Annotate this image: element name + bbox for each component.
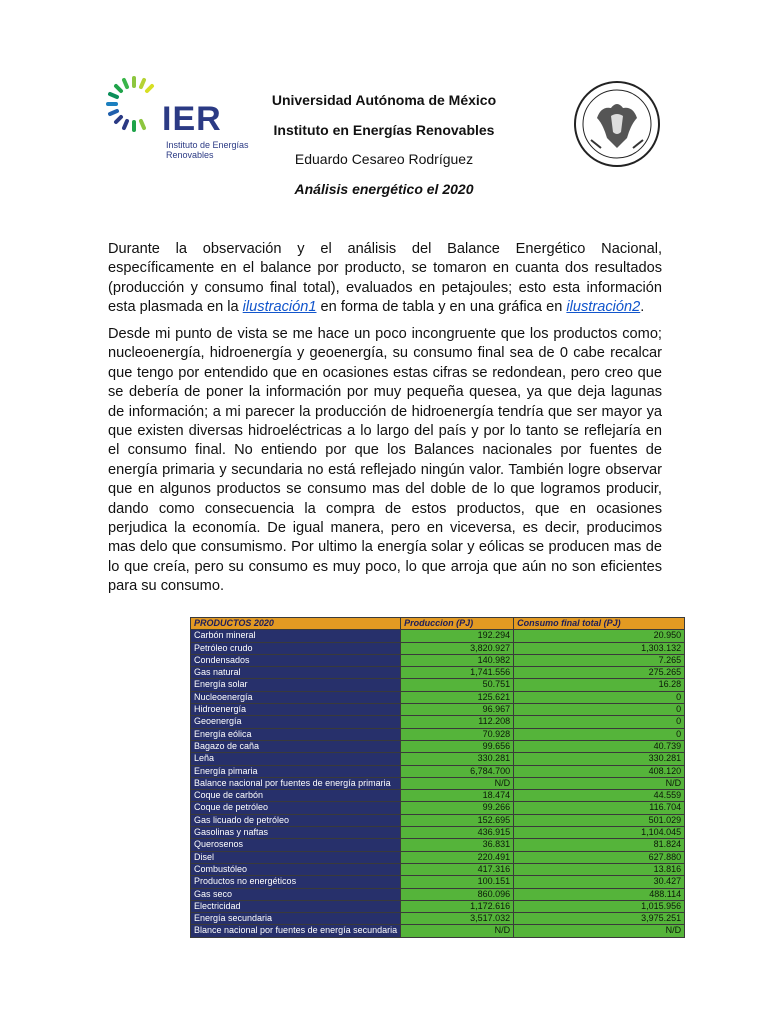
- table-row: [191, 913, 685, 925]
- consumption-value-cell: 1,104.045: [514, 827, 685, 839]
- product-name-cell: Gas licuado de petróleo: [191, 814, 401, 826]
- production-value-cell: 99.266: [401, 802, 514, 814]
- production-value-cell: 3,820.927: [401, 642, 514, 654]
- table-row: [191, 716, 685, 728]
- production-value-cell: 18.474: [401, 790, 514, 802]
- consumption-value-cell: 81.824: [514, 839, 685, 851]
- production-value-cell: 99.656: [401, 740, 514, 752]
- table-header-row: [191, 618, 685, 630]
- consumption-value-cell: 3,975.251: [514, 913, 685, 925]
- production-value-cell: 192.294: [401, 630, 514, 642]
- table-row: [191, 888, 685, 900]
- table-row: [191, 765, 685, 777]
- table-row: [191, 790, 685, 802]
- production-value-cell: 417.316: [401, 863, 514, 875]
- ier-sunburst-icon: [102, 72, 166, 136]
- product-name-cell: Blance nacional por fuentes de energía secundaria: [191, 925, 401, 937]
- consumption-value-cell: 116.704: [514, 802, 685, 814]
- product-name-cell: Energía pimaria: [191, 765, 401, 777]
- consumption-value-cell: 1,015.956: [514, 900, 685, 912]
- table-row: [191, 851, 685, 863]
- table-row: [191, 925, 685, 937]
- production-value-cell: 436.915: [401, 827, 514, 839]
- consumption-value-cell: N/D: [514, 925, 685, 937]
- ier-logo-subtitle: Instituto de Energías Renovables: [166, 140, 249, 160]
- table-row: [191, 900, 685, 912]
- product-name-cell: Geoenergía: [191, 716, 401, 728]
- production-value-cell: 50.751: [401, 679, 514, 691]
- production-value-cell: 330.281: [401, 753, 514, 765]
- table-row: [191, 876, 685, 888]
- unam-seal-icon: [571, 78, 663, 170]
- table-body: [191, 630, 685, 937]
- ilustracion1-link[interactable]: ilustración1: [242, 299, 317, 316]
- consumption-value-cell: 0: [514, 728, 685, 740]
- product-name-cell: Gas seco: [191, 888, 401, 900]
- consumption-value-cell: 13.816: [514, 863, 685, 875]
- paragraph-2: Desde mi punto de vista se me hace un poco incongruente que los productos como; nucleoenergía, hidroenergía y geoenergía, su consumo final sea de 0 cabe recalcar que tengo por entendido que en ocasiones estas cifras se redondean, pero creo que se debería de poner la información por muy pequeña quesea, ya que deja lagunas de información; a mi parecer la producción de hidroenergía tendría que ser mayor ya que existen diversas hidroeléctricas a lo largo del país y por lo tanto se reflejaría en el consumo final. No entiendo por que los Balances nacionales por fuentes de energía primaria y secundaria no está reflejado ningún valor. También logre observar que en algunos productos se consumo mas del doble de lo que logramos producir, dando como consecuencia la compra de estos productos, que en ocasiones perjudica la economía. De igual manera, pero en viceversa, es decir, producimos mas delo que consumismo. Por ultimo la energía solar y eólicas se producen mas de lo que creía, pero su consumo es muy poco, lo que arroja que aún no son eficientes para su consumo.: [108, 326, 662, 595]
- consumption-value-cell: 0: [514, 716, 685, 728]
- paragraph-1-text-a: Durante la observación y el análisis del Balance Energético Nacional, específicamente en el balance por producto, se tomaron en cuanta dos resultados (producción y consumo final total), evaluados en petajoules; esto esta información esta plasmada en la: [108, 241, 662, 316]
- production-value-cell: 1,741.556: [401, 667, 514, 679]
- paragraph-1-text-c: .: [640, 299, 645, 316]
- production-value-cell: 860.096: [401, 888, 514, 900]
- production-value-cell: 125.621: [401, 691, 514, 703]
- product-name-cell: Leña: [191, 753, 401, 765]
- document-title: Análisis energético el 2020: [294, 181, 474, 197]
- ilustracion2-link[interactable]: ilustración2: [566, 299, 641, 316]
- product-name-cell: Querosenos: [191, 839, 401, 851]
- table-row: [191, 827, 685, 839]
- production-value-cell: 1,172.616: [401, 900, 514, 912]
- consumption-value-cell: 408.120: [514, 765, 685, 777]
- table-row: [191, 630, 685, 642]
- header-consumption: Consumo final total (PJ): [514, 618, 685, 630]
- product-name-cell: Combustóleo: [191, 863, 401, 875]
- consumption-value-cell: 30.427: [514, 876, 685, 888]
- table-row: [191, 814, 685, 826]
- production-value-cell: 70.928: [401, 728, 514, 740]
- product-name-cell: Carbón mineral: [191, 630, 401, 642]
- university-name: Universidad Autónoma de México: [271, 92, 497, 108]
- consumption-value-cell: 501.029: [514, 814, 685, 826]
- table-row: [191, 753, 685, 765]
- consumption-value-cell: 275.265: [514, 667, 685, 679]
- product-name-cell: Coque de carbón: [191, 790, 401, 802]
- product-name-cell: Balance nacional por fuentes de energía primaria: [191, 777, 401, 789]
- product-name-cell: Petróleo crudo: [191, 642, 401, 654]
- consumption-value-cell: 44.559: [514, 790, 685, 802]
- header-production: Produccion (PJ): [401, 618, 514, 630]
- production-value-cell: 36.831: [401, 839, 514, 851]
- table-row: [191, 654, 685, 666]
- table-row: [191, 740, 685, 752]
- product-name-cell: Energía secundaria: [191, 913, 401, 925]
- production-value-cell: N/D: [401, 925, 514, 937]
- table-row: [191, 642, 685, 654]
- production-value-cell: 112.208: [401, 716, 514, 728]
- ier-logo: [102, 72, 252, 168]
- consumption-value-cell: 1,303.132: [514, 642, 685, 654]
- product-name-cell: Condensados: [191, 654, 401, 666]
- production-value-cell: 96.967: [401, 704, 514, 716]
- author-name: Eduardo Cesareo Rodríguez: [294, 151, 474, 167]
- ier-logo-text: IER: [162, 100, 222, 138]
- table-row: [191, 704, 685, 716]
- energy-products-table: [190, 617, 685, 938]
- production-value-cell: 220.491: [401, 851, 514, 863]
- table-row: [191, 777, 685, 789]
- consumption-value-cell: N/D: [514, 777, 685, 789]
- product-name-cell: Bagazo de caña: [191, 740, 401, 752]
- consumption-value-cell: 16.28: [514, 679, 685, 691]
- production-value-cell: 140.982: [401, 654, 514, 666]
- consumption-value-cell: 7.265: [514, 654, 685, 666]
- production-value-cell: 100.151: [401, 876, 514, 888]
- paragraph-1-text-b: en forma de tabla y en una gráfica en: [316, 299, 567, 316]
- header-products: PRODUCTOS 2020: [191, 618, 401, 630]
- production-value-cell: 6,784.700: [401, 765, 514, 777]
- product-name-cell: Disel: [191, 851, 401, 863]
- table-row: [191, 691, 685, 703]
- product-name-cell: Gasolinas y naftas: [191, 827, 401, 839]
- consumption-value-cell: 627.880: [514, 851, 685, 863]
- product-name-cell: Nucleoenergía: [191, 691, 401, 703]
- table-row: [191, 863, 685, 875]
- consumption-value-cell: 0: [514, 691, 685, 703]
- table-row: [191, 802, 685, 814]
- product-name-cell: Energía eólica: [191, 728, 401, 740]
- product-name-cell: Gas natural: [191, 667, 401, 679]
- product-name-cell: Hidroenergía: [191, 704, 401, 716]
- production-value-cell: 3,517.032: [401, 913, 514, 925]
- table-row: [191, 728, 685, 740]
- product-name-cell: Coque de petróleo: [191, 802, 401, 814]
- table-row: [191, 679, 685, 691]
- product-name-cell: Productos no energéticos: [191, 876, 401, 888]
- paragraph-1: [108, 240, 662, 318]
- consumption-value-cell: 330.281: [514, 753, 685, 765]
- institute-name: Instituto en Energías Renovables: [273, 122, 495, 138]
- consumption-value-cell: 488.114: [514, 888, 685, 900]
- production-value-cell: 152.695: [401, 814, 514, 826]
- product-name-cell: Electricidad: [191, 900, 401, 912]
- consumption-value-cell: 20.950: [514, 630, 685, 642]
- table-row: [191, 839, 685, 851]
- consumption-value-cell: 0: [514, 704, 685, 716]
- consumption-value-cell: 40.739: [514, 740, 685, 752]
- product-name-cell: Energía solar: [191, 679, 401, 691]
- production-value-cell: N/D: [401, 777, 514, 789]
- table-row: [191, 667, 685, 679]
